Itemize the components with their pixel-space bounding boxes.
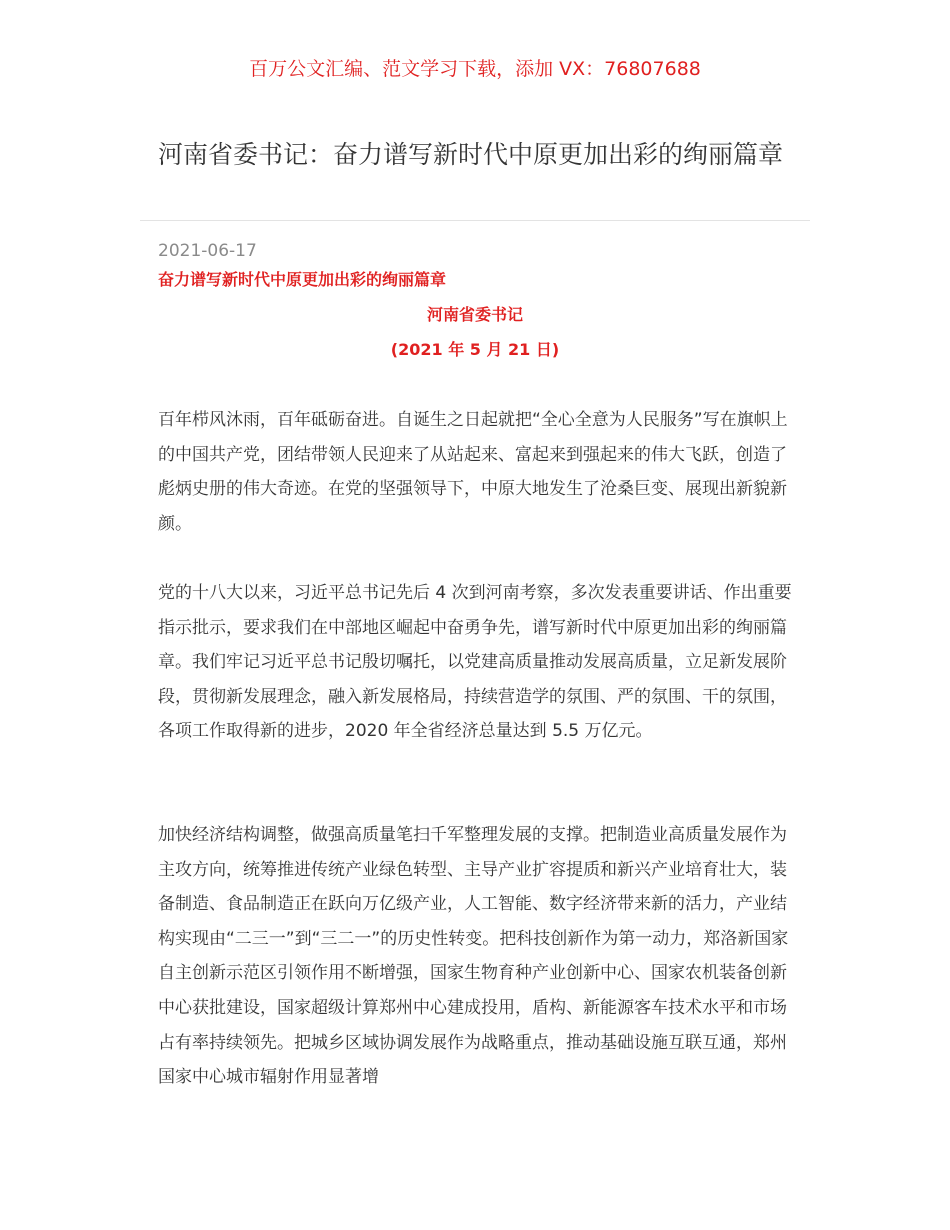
- article-author: 河南省委书记: [426, 305, 523, 324]
- watermark-banner: 百万公文汇编、范文学习下载，添加 VX：76807688: [249, 58, 701, 80]
- paragraph-3: 加快经济结构调整，做强高质量笔扫千军整理发展的支撑。把制造业高质量发展作为主攻方向，统筹推进传统产业绿色转型、主导产业扩容提质和新兴产业培育壮大，装备制造、食品制造正在跃向万亿级产业，人工智能、数字经济带来新的活力，产业结构实现由“二三一”到“三二一”的历史性转变。把科技创新作为第一动力，郑洛新国家自主创新示范区引领作用不断增强，国家生物育种产业创新中心、国家农机装备创新中心获批建设，国家超级计算郑州中心建成投用，盾构、新能源客车技术水平和市场占有率持续领先。把城乡区域协调发展作为战略重点，推动基础设施互联互通，郑州国家中心城市辐射作用显著增: [158, 825, 789, 1088]
- article-author-date: (2021 年 5 月 21 日): [390, 340, 560, 359]
- title-divider: [140, 220, 810, 221]
- article-subtitle: 奋力谱写新时代中原更加出彩的绚丽篇章: [158, 270, 447, 289]
- article-title: 河南省委书记：奋力谱写新时代中原更加出彩的绚丽篇章: [158, 140, 784, 169]
- paragraph-2: 党的十八大以来，习近平总书记先后 4 次到河南考察，多次发表重要讲话、作出重要指示批示，要求我们在中部地区崛起中奋勇争先，谱写新时代中原更加出彩的绚丽篇章。我们牢记习近平总书记殷切嘱托，以党建高质量推动发展高质量，立足新发展阶段，贯彻新发展理念，融入新发展格局，持续营造学的氛围、严的氛围、干的氛围，各项工作取得新的进步，2020 年全省经济总量达到 5.5 万亿元。: [158, 583, 792, 742]
- publish-date: 2021-06-17: [158, 241, 257, 261]
- paragraph-1: 百年栉风沐雨，百年砥砺奋进。自诞生之日起就把“全心全意为人民服务”写在旗帜上的中国共产党，团结带领人民迎来了从站起来、富起来到强起来的伟大飞跃，创造了彪炳史册的伟大奇迹。在党的坚强领导下，中原大地发生了沧桑巨变、展现出新貌新颜。: [158, 410, 788, 534]
